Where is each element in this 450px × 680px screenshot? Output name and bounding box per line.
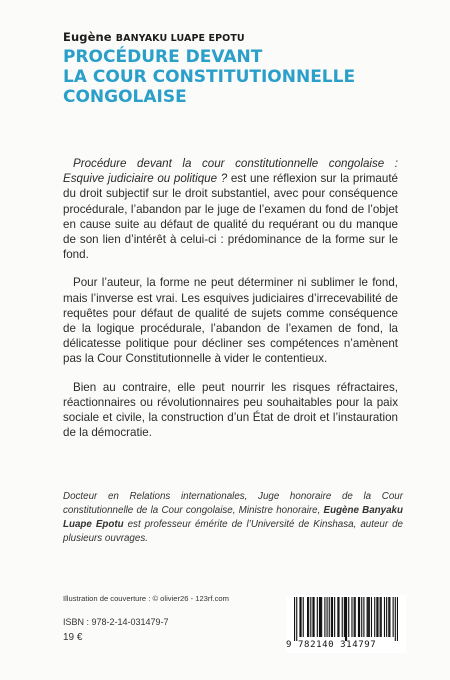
bio-text-after: est professeur émérite de l’Université de Kinshasa, auteur de plusieurs ouvrages. [63,519,403,544]
author-name [63,30,245,44]
bio-text-before: Docteur en Relations internationales, Juge honoraire de la Cour constitutionnelle de la Cour congolaise, Ministre honoraire, [63,491,403,516]
blurb-paragraph-1-text: est une réflexion sur la primauté du droit subjectif sur le droit substantiel, avec pour conséquence procédurale, l’abandon par le juge de l’examen du fond de l’objet en cause suite au défaut de qualité du requérant ou du manque de son lien d’intérêt à celui-ci : prédominance de la forme sur le fond. [63,172,398,262]
author-bio [63,490,403,546]
barcode-bars-icon [294,597,398,641]
title-line-1: PROCÉDURE DEVANT [63,47,263,67]
illustration-credit: Illustration de couverture : © olivier26 - 123rf.com [63,594,229,603]
price: 19 € [63,632,83,643]
title-line-2: LA COUR CONSTITUTIONNELLE [63,67,356,87]
barcode-digits: 9 782140 314797 [286,640,377,650]
isbn: ISBN : 978-2-14-031479-7 [63,617,169,627]
book-title [63,47,423,107]
blurb-paragraph-1 [63,156,398,262]
blurb-paragraph-3: Bien au contraire, elle peut nourrir les risques réfractaires, réactionnaires ou révolutionnaires peu souhaitables pour la paix sociale et civile, la construction d’un État de droit et l’instauration de la démocratie. [63,380,398,440]
blurb [63,156,398,453]
blurb-paragraph-2: Pour l’auteur, la forme ne peut déterminer ni sublimer le fond, mais l’inverse est vrai. Les esquives judiciaires d’irrecevabilité de requêtes pour défaut de qualité de sujets comme conséquence de la logique procédurale, l’abandon de l’examen de fond, la délicatesse politique pour décliner ses compétences n’amènent pas la Cour Constitutionnelle à vider le contentieux. [63,276,398,366]
title-line-3: CONGOLAISE [63,87,187,107]
author-first-name: Eugène [63,30,112,44]
bio-author-name: Eugène Banyaku Luape Epotu [63,505,403,530]
author-surname: BANYAKU LUAPE EPOTU [115,33,245,44]
blurb-title-italic: Procédure devant la cour constitutionnelle congolaise : Esquive judiciaire ou politique ? [63,157,398,186]
barcode [286,595,406,653]
